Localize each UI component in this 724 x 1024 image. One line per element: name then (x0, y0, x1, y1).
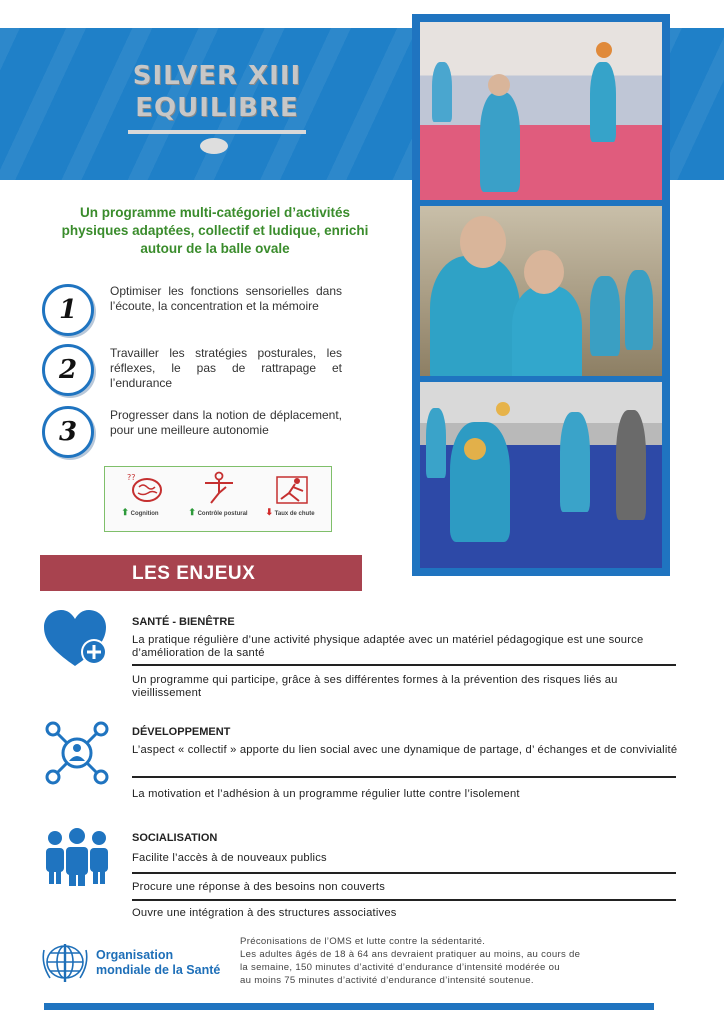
rugby-ball-icon (200, 138, 228, 154)
group-people-icon (44, 828, 110, 891)
socialisation-item-1: Facilite l’accès à de nouveaux publics (132, 852, 327, 864)
postural-control-label: Contrôle postural (197, 511, 248, 517)
objective-2-text: Travailler les stratégies posturales, les réflexes, le pas de rattrapage et l’endurance (110, 346, 342, 390)
svg-text:??: ?? (127, 473, 136, 482)
network-people-icon (44, 720, 110, 791)
logo-line-2: EQUILIBRE (135, 93, 299, 123)
fall-rate-label: Taux de chute (274, 511, 315, 517)
who-name (96, 948, 220, 978)
benefit-icon-strip: ?? ⬆ Cognition ⬆ Contrôle postural ⬇ Taux de chute (104, 466, 332, 532)
sante-item-2: Un programme qui participe, grâce à ses différentes formes à la prévention des risques liés au vieillissement (132, 674, 618, 699)
objective-2-number: 2 (42, 344, 94, 396)
logo-underline (128, 130, 306, 134)
objective-1-number: 1 (42, 284, 94, 336)
brain-icon (115, 471, 175, 510)
section-sante-heading: SANTÉ - BIENÊTRE (132, 616, 235, 628)
divider (132, 899, 676, 901)
who-emblem-icon (40, 940, 90, 991)
photo-participants-laughing (420, 206, 662, 376)
section-developpement-heading: DÉVELOPPEMENT (132, 726, 231, 738)
who-recommendations (240, 935, 660, 987)
divider (132, 664, 676, 666)
enjeux-title: LES ENJEUX (132, 563, 256, 584)
objective-1-text: Optimiser les fonctions sensorielles dans l’écoute, la concentration et la mémoire (110, 284, 342, 313)
subtitle-line-2: physiques adaptées, collectif et ludique, enrichi (61, 223, 369, 238)
developpement-item-1: L’aspect « collectif » apporte du lien social avec une dynamique de partage, d’ échanges et de convivialité (132, 744, 678, 756)
reco-line-1: Préconisations de l’OMS et lutte contre la sédentarité. (240, 936, 486, 947)
program-logo (132, 60, 302, 124)
divider (132, 776, 676, 778)
photo-gym-ball-exercise (420, 22, 662, 200)
divider (132, 872, 676, 874)
subtitle-line-1: Un programme multi-catégoriel d’activités (79, 205, 351, 220)
enjeux-header (40, 555, 362, 591)
objective-3-number: 3 (42, 406, 94, 458)
who-name-line-1: Organisation (96, 948, 174, 962)
balance-person-icon (189, 471, 249, 510)
photo-group-ball-game (420, 382, 662, 568)
reco-line-2: Les adultes âgés de 18 à 64 ans devraient pratiquer au moins, au cours de (240, 949, 581, 960)
subtitle-line-3: autour de la balle ovale (140, 241, 290, 256)
reco-line-3: la semaine, 150 minutes d’activité d’endurance d’intensité modérée ou (240, 962, 560, 973)
objective-3-text: Progresser dans la notion de déplacement, pour une meilleure autonomie (110, 408, 342, 437)
program-subtitle (40, 204, 390, 258)
reco-line-4: au moins 75 minutes d’activité d’endurance d’intensité soutenue. (240, 975, 534, 986)
socialisation-item-2: Procure une réponse à des besoins non couverts (132, 881, 385, 893)
who-name-line-2: mondiale de la Santé (96, 963, 221, 977)
sante-item-1: La pratique régulière d’une activité physique adaptée avec un matériel pédagogique est une source d’amélioration de la santé (132, 634, 644, 659)
falling-person-icon (263, 471, 323, 510)
section-socialisation-heading: SOCIALISATION (132, 832, 218, 844)
footer-bar (44, 1003, 654, 1010)
developpement-item-2: La motivation et l’adhésion à un programme régulier lutte contre l’isolement (132, 788, 520, 800)
heart-plus-icon (44, 610, 110, 677)
socialisation-item-3: Ouvre une intégration à des structures associatives (132, 907, 397, 919)
logo-line-1: SILVER XIII (132, 61, 302, 91)
cognition-label: Cognition (130, 511, 159, 517)
